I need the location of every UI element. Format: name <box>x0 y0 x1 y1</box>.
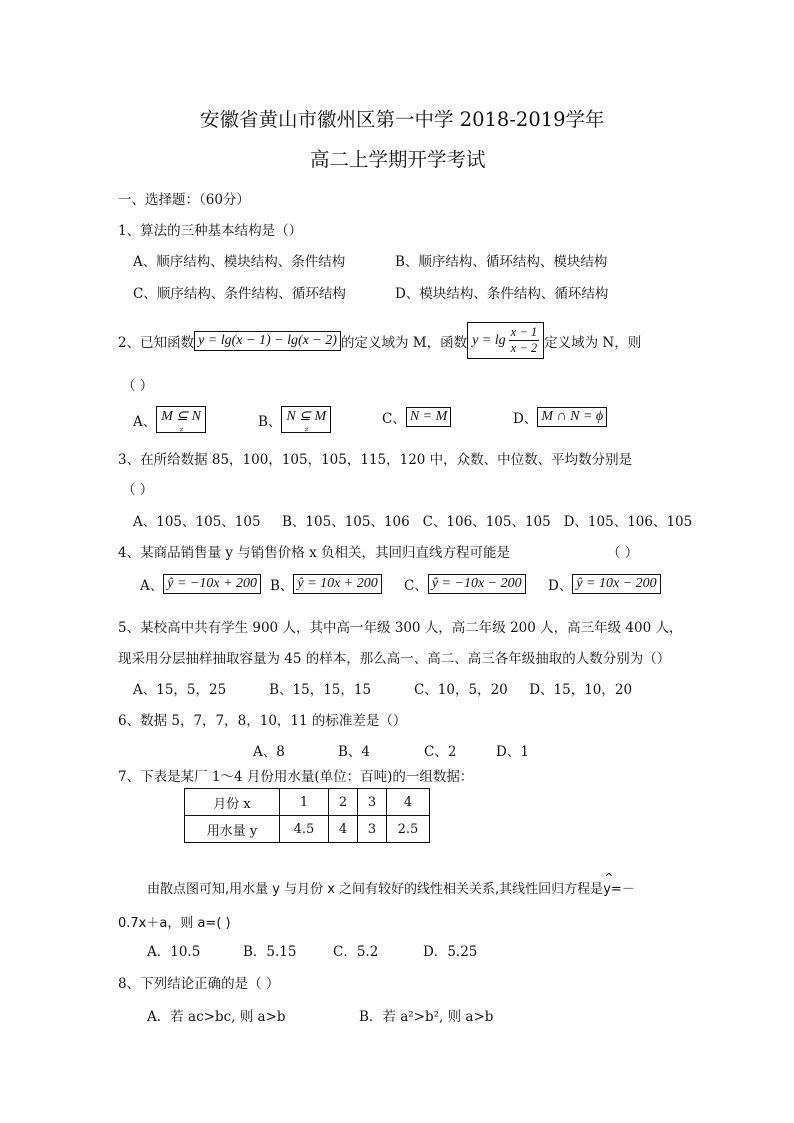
q2-answer-paren: （ ） <box>122 378 154 394</box>
q2-text-b: 的定义域为 M，函数 <box>340 334 468 351</box>
table-cell: 用水量 y <box>185 816 280 843</box>
table-cell: 3 <box>358 789 387 816</box>
question-3-stem: 3、在所给数据 85，100，105，105，115，120 中，众数、中位数、平均数分别是 <box>118 452 633 468</box>
question-1-option-d: D、模块结构、条件结构、循环结构 <box>395 286 609 302</box>
q2-option-a-text: M ⊆ N <box>161 409 201 424</box>
table-cell: 4 <box>329 816 358 843</box>
q7-text-1: 由散点图可知,用水量 y 与月份 x 之间有较好的线性相关关系,其线性回归方程是 <box>147 882 604 897</box>
q2-option-b-label: B、 <box>258 413 282 430</box>
q4-option-c-label: C、 <box>404 578 428 594</box>
q4-option-b <box>270 574 382 594</box>
q2-func2-prefix: y = lg <box>472 332 506 348</box>
hat-icon: ^ <box>604 871 614 884</box>
q2-option-d <box>513 407 607 427</box>
q2-option-a-ne: ≠ <box>179 425 184 434</box>
question-1-stem: 1、算法的三种基本结构是（） <box>118 223 303 239</box>
question-7-option-d: D．5.25 <box>423 944 478 960</box>
q2-function-1: y = lg(x − 1) − lg(x − 2) <box>194 331 341 351</box>
q7-y-hat-letter: y <box>603 882 611 897</box>
q2-function-2 <box>467 322 544 359</box>
q2-option-d-label: D、 <box>513 411 538 427</box>
q4-option-d <box>548 574 661 594</box>
question-1-option-a: A、顺序结构、模块结构、条件结构 <box>133 254 346 270</box>
q2-text-a: 2、已知函数 <box>118 334 195 351</box>
question-2-stem <box>118 322 641 359</box>
question-7-stem: 7、下表是某厂 1～4 月份用水量(单位：百吨)的一组数据： <box>118 769 474 785</box>
q3-answer-paren: （ ） <box>122 482 154 498</box>
question-5-line-2: 现采用分层抽样抽取容量为 45 的样本，那么高一、高二、高三各年级抽取的人数分别为（） <box>118 651 671 667</box>
table-row <box>185 816 430 843</box>
q2-option-d-expr: M ∩ N = ϕ <box>537 407 607 427</box>
q2-option-a <box>133 406 206 433</box>
table-cell: 4.5 <box>280 816 329 843</box>
question-7-option-a: A．10.5 <box>147 944 201 960</box>
q4-option-a <box>140 574 261 594</box>
table-cell: 2 <box>329 789 358 816</box>
q4-option-a-expr: ŷ = −10x + 200 <box>163 574 261 594</box>
q2-option-b-text: N ⊆ M <box>286 409 327 424</box>
q2-option-a-expr <box>156 406 206 433</box>
page-subtitle: 高二上学期开学考试 <box>310 148 486 171</box>
question-1-option-b: B、顺序结构、循环结构、模块结构 <box>395 254 608 270</box>
question-7-option-b: B．5.15 <box>243 944 297 960</box>
table-row <box>185 789 430 816</box>
q2-option-b-expr <box>281 406 331 433</box>
q4-option-d-label: D、 <box>548 578 573 594</box>
table-cell: 月份 x <box>185 789 280 816</box>
q4-option-c <box>404 574 526 594</box>
question-6-stem: 6、数据 5，7，7，8，10，11 的标准差是（） <box>118 713 407 729</box>
q2-option-a-label: A、 <box>133 413 157 430</box>
page-title: 安徽省黄山市徽州区第一中学 2018-2019学年 <box>200 108 605 131</box>
q7-text-1-end: =－ <box>610 882 635 897</box>
question-8-option-b: B．若 a²>b², 则 a>b <box>359 1009 494 1025</box>
table-cell: 1 <box>280 789 329 816</box>
question-6-option-a: A、8 <box>253 744 285 760</box>
q2-option-b-ne: ≠ <box>304 425 309 434</box>
q4-option-c-expr: ŷ = −10x − 200 <box>428 574 526 594</box>
q2-func2-numerator: x − 1 <box>510 325 538 339</box>
question-5-options: A、15，5，25 B、15，15，15 C、10，5，20 D、15，10，20 <box>133 682 633 698</box>
q4-option-b-label: B、 <box>270 578 294 594</box>
q2-func2-fraction <box>509 325 539 356</box>
q2-func2-denominator: x − 2 <box>510 341 538 355</box>
question-4-stem: 4、某商品销售量 y 与销售价格 x 负相关，其回归直线方程可能是 <box>118 545 510 561</box>
question-8-stem: 8、下列结论正确的是（ ） <box>118 976 280 992</box>
q2-text-c: 定义域为 N，则 <box>544 334 642 351</box>
question-8-option-a: A．若 ac>bc, 则 a>b <box>147 1009 286 1025</box>
q7-text-line-1 <box>147 871 635 897</box>
question-1-option-c: C、顺序结构、条件结构、循环结构 <box>133 286 346 302</box>
table-cell: 3 <box>358 816 387 843</box>
q7-y-hat <box>603 871 614 897</box>
q2-option-c-label: C、 <box>382 411 406 427</box>
q2-option-c-expr: N = M <box>406 407 451 427</box>
question-6-option-b: B、4 <box>338 744 371 760</box>
question-5-line-1: 5、某校高中共有学生 900 人，其中高一年级 300 人，高二年级 200 人，高三年级 400 人， <box>118 620 683 636</box>
question-7-option-c: C．5.2 <box>333 944 379 960</box>
q4-option-b-expr: ŷ = 10x + 200 <box>293 574 381 594</box>
section-heading: 一、选择题：（60分） <box>118 192 250 208</box>
question-6-option-c: C、2 <box>424 744 457 760</box>
q4-answer-paren: （ ） <box>607 545 639 561</box>
q7-data-table <box>184 788 430 843</box>
table-cell: 2.5 <box>387 816 430 843</box>
question-3-options: A、105、105、105 B、105、105、106 C、106、105、105 D、105、106、105 <box>133 514 693 530</box>
q7-text-line-2: 0.7x＋a，则 a=( ) <box>118 916 231 931</box>
q4-option-a-label: A、 <box>140 578 164 594</box>
q2-option-c <box>382 407 451 427</box>
table-cell: 4 <box>387 789 430 816</box>
q4-option-d-expr: ŷ = 10x − 200 <box>572 574 660 594</box>
question-6-option-d: D、1 <box>496 744 529 760</box>
q2-option-b <box>258 406 331 433</box>
